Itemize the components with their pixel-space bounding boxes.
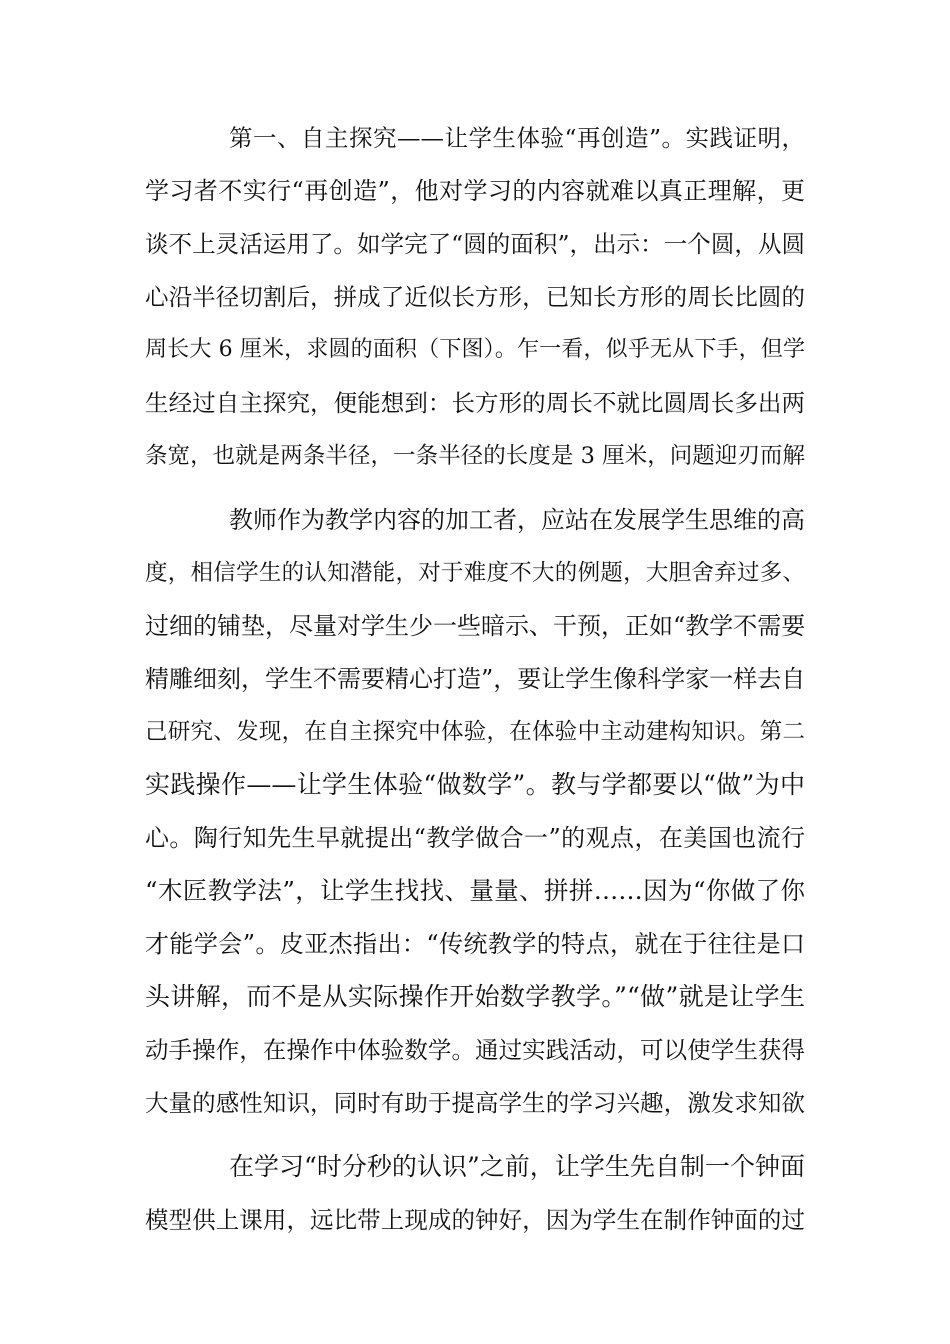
text-line: 在学习“时分秒的认识”之前，让学生先自制一个钟面 (229, 1152, 805, 1181)
text-line: 度，相信学生的认知潜能，对于难度不大的例题，大胆舍弃过多、 (145, 560, 805, 586)
text-line: 模型供上课用，远比带上现成的钟好，因为学生在制作钟面的过 (145, 1206, 805, 1234)
text-line: 谈不上灵活运用了。如学完了“圆的面积”，出示：一个圆，从圆 (145, 230, 805, 258)
text-line: 才能学会”。皮亚杰指出：“传统教学的特点，就在于往往是口 (145, 930, 805, 958)
text-line: 周长大 6 厘米，求圆的面积（下图）。乍一看，似乎无从下手，但学 (145, 337, 805, 362)
text-line: 动手操作，在操作中体验数学。通过实践活动，可以使学生获得 (145, 1036, 805, 1064)
text-line: 第一、自主探究——让学生体验“再创造”。实践证明， (229, 124, 805, 152)
text-line: 条宽，也就是两条半径，一条半径的长度是 3 厘米，问题迎刃而解 (145, 443, 805, 469)
text-line: 心。陶行知先生早就提出“教学做合一”的观点，在美国也流行 (145, 824, 805, 852)
text-line: 心沿半径切割后，拼成了近似长方形，已知长方形的周长比圆的 (145, 283, 805, 311)
text-line: 精雕细刻，学生不需要精心打造”，要让学生像科学家一样去自 (145, 665, 806, 693)
text-line: 头讲解，而不是从实际操作开始数学教学。”“做”就是让学生 (145, 982, 805, 1011)
text-line: 生经过自主探究，便能想到：长方形的周长不就比圆周长多出两 (145, 389, 805, 417)
text-line: 学习者不实行“再创造”，他对学习的内容就难以真正理解，更 (145, 177, 805, 205)
text-line: 过细的铺垫，尽量对学生少一些暗示、干预，正如“教学不需要 (145, 612, 806, 640)
text-line: “木匠教学法”，让学生找找、量量、拼拼……因为“你做了你 (145, 876, 805, 905)
text-line: 大量的感性知识，同时有助于提高学生的学习兴趣，激发求知欲 (145, 1089, 805, 1117)
text-line: 实践操作——让学生体验“做数学”。教与学都要以“做”为中 (145, 770, 805, 799)
text-line: 教师作为教学内容的加工者，应站在发展学生思维的高 (229, 506, 805, 534)
text-line: 己研究、发现，在自主探究中体验，在体验中主动建构知识。第二 (145, 719, 805, 745)
